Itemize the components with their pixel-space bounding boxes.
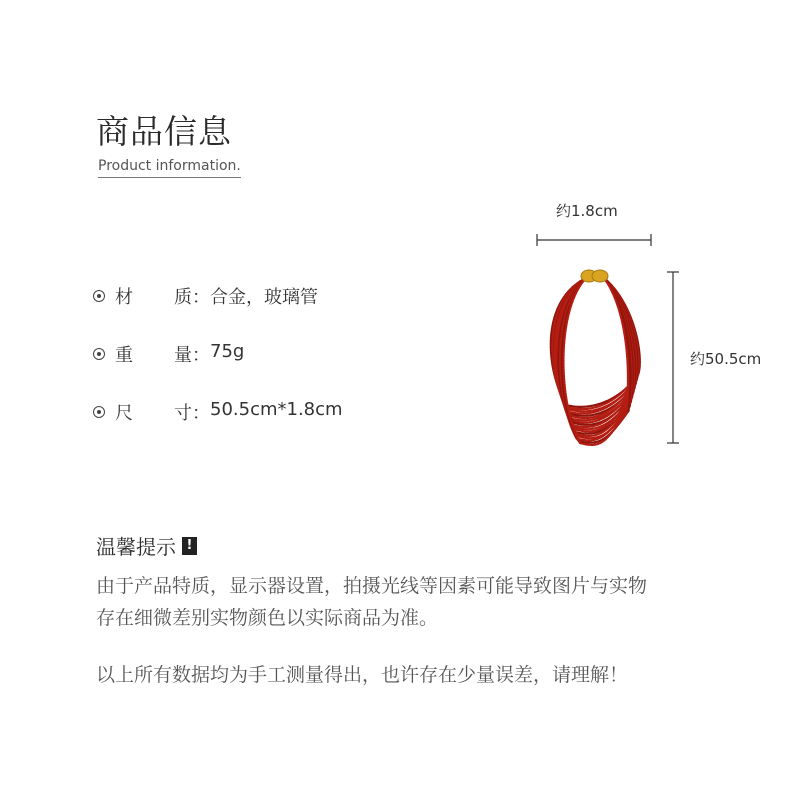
spec-row-size [93,399,343,457]
necklace-strands [551,278,640,445]
page-title: 商品信息 [96,112,232,151]
height-dimension-line [667,272,679,443]
bullet-icon [93,348,105,360]
spec-label-char: 尺 [115,403,133,424]
notice-line: 由于产品特质，显示器设置，拍摄光线等因素可能导致图片与实物 [96,575,648,597]
spec-label-char: 质： [174,287,210,308]
spec-label [115,399,210,425]
necklace-diagram [520,190,790,460]
spec-label-char: 重 [115,345,133,366]
spec-label-char: 材 [115,287,133,308]
spec-label-char: 寸： [174,403,210,424]
width-dimension-label: 约1.8cm [556,202,618,220]
notice-title-text: 温馨提示 [96,535,176,559]
spec-label [115,341,210,367]
exclamation-icon: ! [182,537,197,555]
spec-value-material: 合金，玻璃管 [210,287,318,308]
notice-disclaimer: 以上所有数据均为手工测量得出，也许存在少量误差，请理解！ [96,664,629,686]
spec-value-weight: 75g [210,341,245,362]
spec-list [93,283,343,457]
spec-label [115,283,210,309]
clasp [581,270,608,282]
height-dimension-label: 约50.5cm [690,350,762,368]
product-image-area [520,190,790,460]
spec-value-size: 50.5cm*1.8cm [210,399,343,420]
spec-row-material [93,283,343,341]
bullet-icon [93,406,105,418]
width-dimension-line [537,234,651,246]
notice-line: 存在细微差别实物颜色以实际商品为准。 [96,607,439,629]
spec-row-weight [93,341,343,399]
spec-label-char: 量： [174,345,210,366]
notice-paragraph [96,570,736,634]
page-subtitle: Product information. [98,158,241,178]
bullet-icon [93,290,105,302]
notice-title [96,531,197,560]
